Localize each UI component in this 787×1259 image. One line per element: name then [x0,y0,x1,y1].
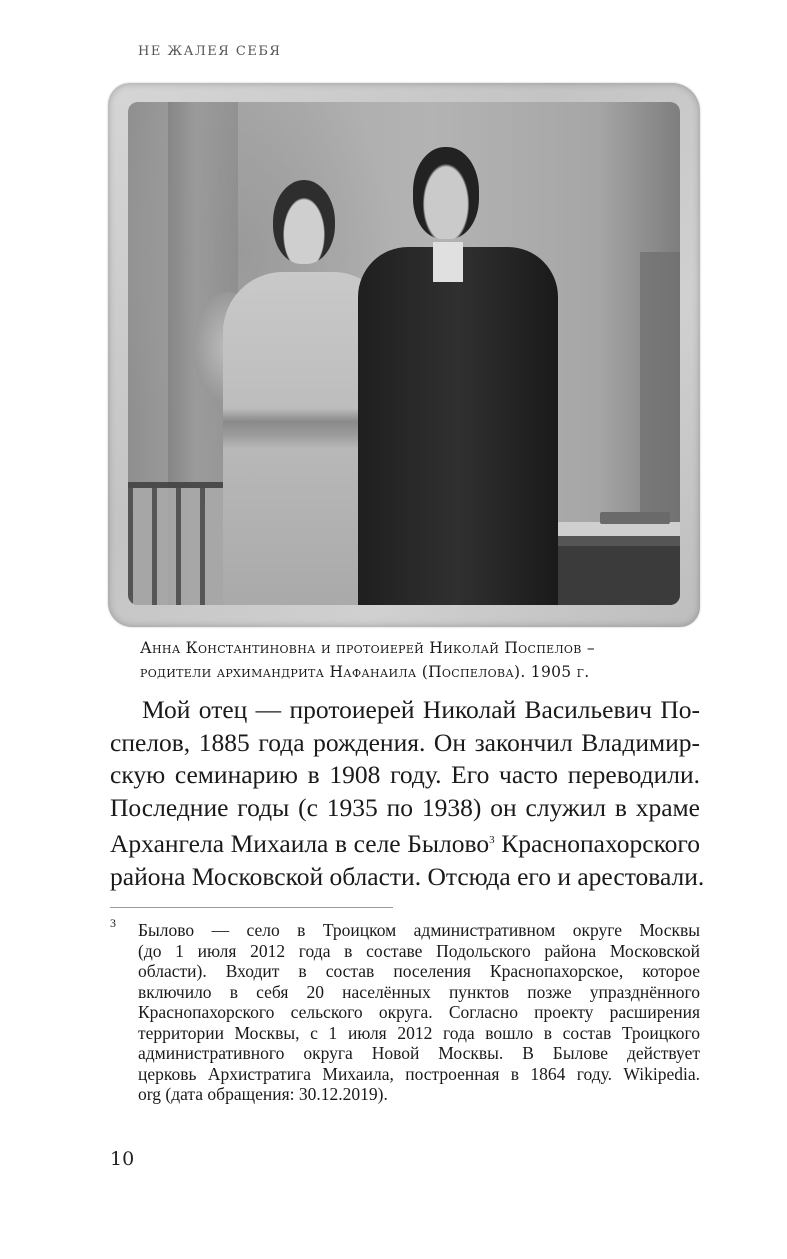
body-line: района Московской области. Отсюда его и арестовали. [110,861,705,891]
footnote-line: Былово — село в Троицком административном округе Москвы [138,920,700,940]
body-line-part: Краснопахорского [501,829,700,858]
body-line: скую семинарию в 1908 году. Его часто переводили. [110,760,700,789]
body-line: Мой отец — протоиерей Николай Васильевич По- [142,695,700,724]
body-line-part: Архангела Михаила в селе Былово [110,829,490,858]
photo-man-head [413,147,479,239]
page-number: 10 [110,1148,135,1170]
photo-table [545,522,680,605]
footnote [138,920,700,1105]
footnote-marker: 3 [110,916,116,930]
photo-frame [108,83,700,627]
body-line: Последние годы (с 1935 по 1938) он служил в храме [110,792,700,822]
body-paragraph [110,694,705,893]
body-line [110,824,700,861]
footnote-line: области). Входит в состав поселения Краснопахорское, которое [138,961,700,981]
photo-man-collar [433,242,463,282]
photo-caption [140,636,700,684]
photo-background-painting [640,252,680,552]
footnote-line: территории Москвы, с 1 июля 2012 года вошло в состав Троицкого [138,1022,700,1043]
portrait-photo [128,102,680,605]
footnote-line: org (дата обращения: 30.12.2019). [138,1084,388,1104]
footnote-line: Краснопахорского сельского округа. Согласно проекту расширения [138,1002,700,1022]
footnote-line: (до 1 июля 2012 года в составе Подольского района Московской [138,940,700,961]
caption-line: Анна Константиновна и протоиерей Николай Поспелов – [140,639,595,657]
photo-woman-head [273,180,335,264]
body-line: спелов, 1885 года рождения. Он закончил Владимир- [110,727,700,757]
caption-line: родители архимандрита Нафанаила (Поспелова). 1905 г. [140,663,590,681]
photo-man-coat [358,247,558,605]
footnote-reference[interactable]: 3 [489,834,495,846]
running-head: НЕ ЖАЛЕЯ СЕБЯ [138,44,282,59]
footnote-line: включило в себя 20 населённых пунктов позже упразднённого [138,981,700,1002]
photo-book [600,512,670,524]
footnote-line: административного округа Новой Москвы. В Былове действует [138,1043,700,1063]
footnote-divider [110,907,393,908]
footnote-line: церковь Архистратига Михаила, построенная в 1864 году. Wikipedia. [138,1063,700,1084]
